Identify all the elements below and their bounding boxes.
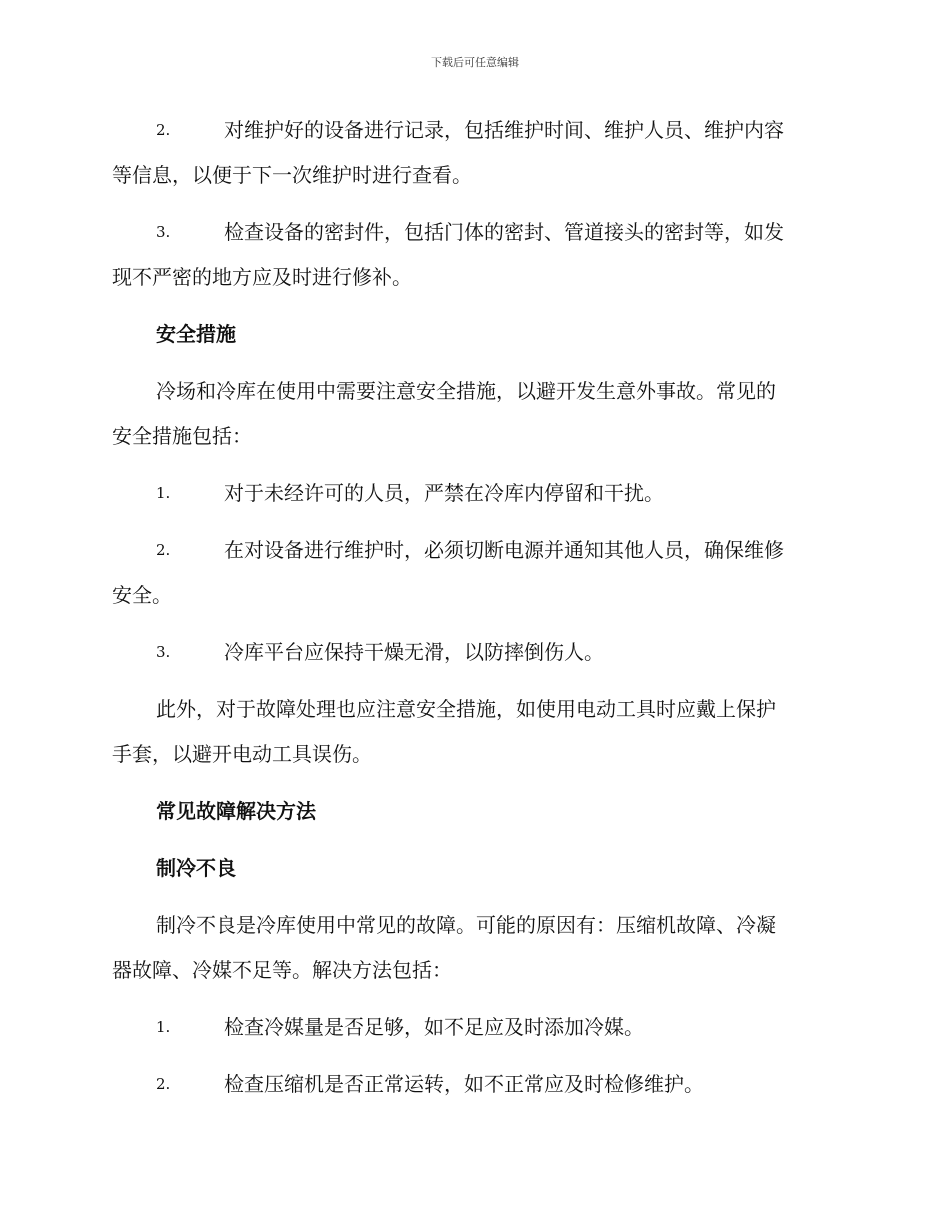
- paragraph: [112, 369, 834, 459]
- list-item: [112, 210, 834, 300]
- list-number: 2.: [156, 541, 171, 559]
- list-text-line: 等信息，以便于下一次维护时进行查看。: [112, 163, 472, 187]
- list-number: 2.: [156, 1075, 171, 1093]
- list-text-line: 检查冷媒量是否足够，如不足应及时添加冷媒。: [224, 1015, 644, 1039]
- list-text-line: 对维护好的设备进行记录，包括维护时间、维护人员、维护内容: [224, 118, 784, 142]
- list-item: [112, 1062, 834, 1107]
- paragraph-line: 冷场和冷库在使用中需要注意安全措施，以避开发生意外事故。常见的: [156, 379, 776, 403]
- paragraph-line: 器故障、冷媒不足等。解决方法包括：: [112, 958, 452, 982]
- list-text-line: 对于未经许可的人员，严禁在冷库内停留和干扰。: [224, 481, 664, 505]
- paragraph: [112, 903, 834, 993]
- list-number: 2.: [156, 121, 171, 139]
- list-text-line: 安全。: [112, 583, 172, 607]
- list-item: [112, 630, 834, 675]
- list-text-line: 检查压缩机是否正常运转，如不正常应及时检修维护。: [224, 1072, 704, 1096]
- paragraph-line: 制冷不良是冷库使用中常见的故障。可能的原因有：压缩机故障、冷凝: [156, 913, 776, 937]
- list-text-line: 在对设备进行维护时，必须切断电源并通知其他人员，确保维修: [224, 538, 784, 562]
- document-body: [112, 108, 834, 1119]
- list-number: 3.: [156, 223, 171, 241]
- list-text-line: 冷库平台应保持干燥无滑，以防摔倒伤人。: [224, 640, 604, 664]
- list-item: [112, 1005, 834, 1050]
- list-item: [112, 471, 834, 516]
- paragraph: [112, 687, 834, 777]
- list-text-line: 现不严密的地方应及时进行修补。: [112, 265, 412, 289]
- section-heading: 安全措施: [156, 322, 236, 346]
- list-item: [112, 528, 834, 618]
- paragraph-line: 手套，以避开电动工具误伤。: [112, 742, 372, 766]
- paragraph-line: 安全措施包括：: [112, 424, 252, 448]
- list-text-line: 检查设备的密封件，包括门体的密封、管道接头的密封等，如发: [224, 220, 784, 244]
- subsection-heading: 制冷不良: [156, 856, 236, 880]
- list-item: [112, 108, 834, 198]
- section-heading: 常见故障解决方法: [156, 799, 316, 823]
- header-note: 下载后可任意编辑: [431, 56, 519, 69]
- list-number: 3.: [156, 643, 171, 661]
- list-number: 1.: [156, 1018, 171, 1036]
- paragraph-line: 此外，对于故障处理也应注意安全措施，如使用电动工具时应戴上保护: [156, 697, 776, 721]
- list-number: 1.: [156, 484, 171, 502]
